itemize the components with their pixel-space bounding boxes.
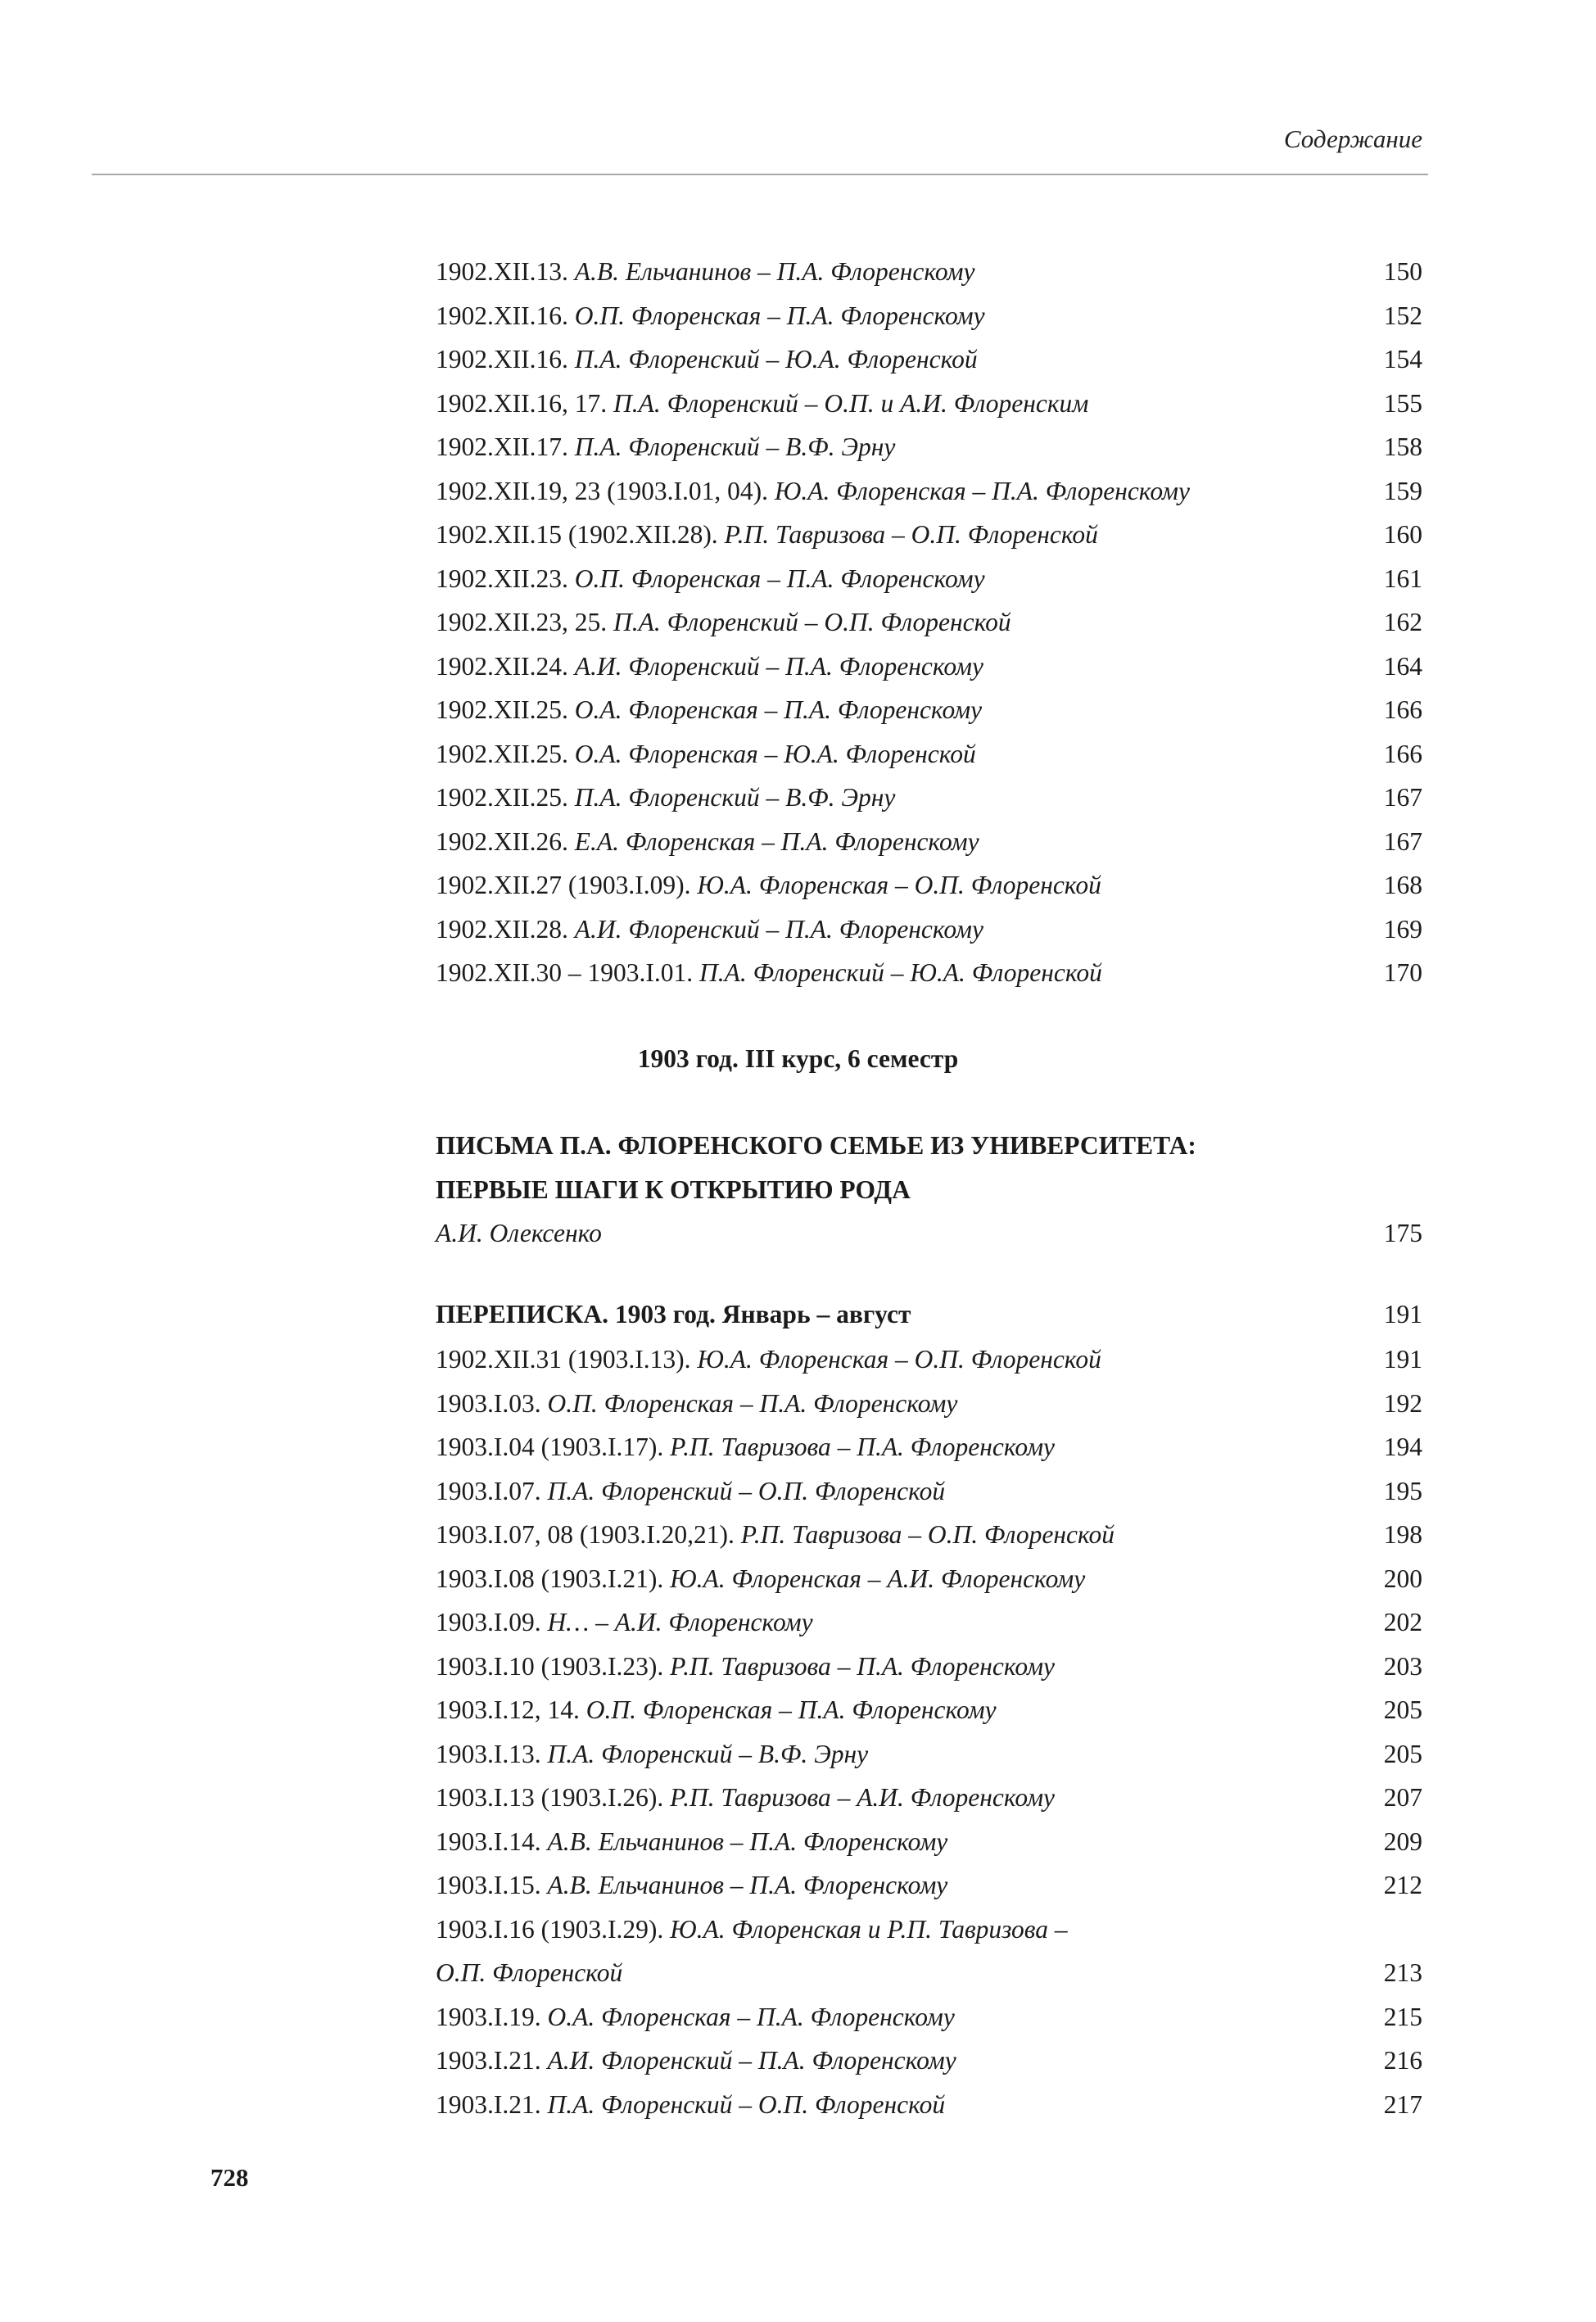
toc-entry: [436, 908, 1422, 952]
toc-entry-date: 1903.I.14.: [436, 1826, 548, 1856]
toc-entry-text: [436, 600, 1371, 645]
subsection-row: [436, 1292, 1422, 1337]
toc-entry-date: 1902.XII.26.: [436, 826, 575, 856]
toc-entry-text: [436, 557, 1371, 601]
toc-entry-text: [436, 294, 1371, 338]
toc-entry-text: [436, 776, 1371, 820]
toc-entry-page: 213: [1383, 1958, 1422, 1987]
toc-entry-text: [436, 1688, 1371, 1732]
toc-entry-page: 202: [1383, 1608, 1422, 1636]
toc-entry-page: 200: [1383, 1564, 1422, 1593]
toc-entry-page: 191: [1383, 1345, 1422, 1374]
toc-entry-names: О.П. Флоренская – П.А. Флоренскому: [586, 1695, 997, 1724]
toc-entry-names: Р.П. Тавризова – О.П. Флоренской: [740, 1520, 1115, 1549]
toc-entry-text: [436, 1600, 1371, 1645]
toc-entry: [436, 1908, 1422, 1952]
toc-entry-date: 1902.XII.25.: [436, 695, 575, 724]
toc-entry-page: 160: [1383, 520, 1422, 549]
article-title-line2: ПЕРВЫЕ ШАГИ К ОТКРЫТИЮ РОДА: [436, 1175, 911, 1204]
toc-entry-names: П.А. Флоренский – О.П. Флоренской: [547, 2089, 946, 2119]
toc-entry-date: 1902.XII.17.: [436, 432, 575, 461]
toc-entry-text: [436, 863, 1371, 908]
toc-entry-date: 1902.XII.25.: [436, 783, 575, 812]
toc-entry-names: А.В. Ельчанинов – П.А. Флоренскому: [574, 257, 975, 286]
section-heading: 1903 год. III курс, 6 семестр: [637, 1044, 959, 1073]
toc-entry-text: [436, 1908, 1409, 1952]
toc-entry-date: 1903.I.09.: [436, 1608, 548, 1636]
toc-entry-page: 155: [1383, 388, 1422, 418]
toc-entry-names: П.А. Флоренский – О.П. и А.И. Флоренским: [613, 388, 1089, 418]
toc-entry-text: [436, 1820, 1371, 1864]
toc-entry: [436, 1820, 1422, 1864]
toc-entry-names: П.А. Флоренский – В.Ф. Эрну: [547, 1739, 869, 1768]
toc-entry-names: О.А. Флоренская – Ю.А. Флоренской: [574, 739, 976, 768]
toc-entry-text: [436, 1776, 1371, 1820]
subsection-page: 191: [1383, 1300, 1422, 1328]
toc-entry-names: П.А. Флоренский – О.П. Флоренской: [547, 1476, 946, 1505]
toc-entry: [436, 1645, 1422, 1689]
toc-entry: [436, 1732, 1422, 1777]
toc-entry: [436, 250, 1422, 294]
toc-entry-page: 168: [1383, 871, 1422, 899]
toc-entry-page: 170: [1383, 958, 1422, 987]
toc-entry-date: 1902.XII.23.: [436, 564, 575, 593]
toc-entry: [436, 1776, 1422, 1820]
toc-entry-date: 1902.XII.25.: [436, 739, 575, 768]
toc-entry-date: 1903.I.21.: [436, 2046, 548, 2075]
toc-entry-names: Р.П. Тавризова – О.П. Флоренской: [724, 520, 1098, 549]
toc-entry-date: 1903.I.10 (1903.I.23).: [436, 1651, 671, 1681]
toc-entry-text: [436, 1951, 1371, 1995]
toc-entry-names: О.П. Флоренская – П.А. Флоренскому: [547, 1388, 958, 1418]
toc-entry: [436, 382, 1422, 426]
toc-entry-date: 1902.XII.24.: [436, 651, 575, 681]
toc-entry-page: 162: [1383, 608, 1422, 636]
toc-entry-date: 1903.I.07, 08 (1903.I.20,21).: [436, 1520, 741, 1549]
toc-entry-text: [436, 820, 1371, 864]
toc-entry-date: 1902.XII.16, 17.: [436, 388, 613, 418]
toc-entry-date: 1903.I.21.: [436, 2089, 548, 2119]
toc-entry-text: [436, 908, 1371, 952]
toc-entry-text: [436, 513, 1371, 557]
toc-entry-page: 203: [1383, 1651, 1422, 1681]
toc-list-1: [436, 250, 1422, 995]
toc-entry-page: 198: [1383, 1520, 1422, 1549]
toc-entry-page: 150: [1383, 257, 1422, 286]
toc-entry: [436, 1995, 1422, 2039]
toc-entry-date: 1902.XII.23, 25.: [436, 608, 613, 636]
toc-entry-text: [436, 1513, 1371, 1557]
toc-entry-names: П.А. Флоренский – Ю.А. Флоренской: [574, 345, 978, 373]
toc-entry-text: [436, 1425, 1371, 1469]
toc-entry-page: 216: [1383, 2046, 1422, 2075]
toc-entry-names: Р.П. Тавризова – А.И. Флоренскому: [670, 1783, 1056, 1812]
toc-entry-page: 209: [1383, 1826, 1422, 1856]
toc-entry-text: [436, 732, 1371, 776]
header-rule: [92, 174, 1428, 175]
toc-entry-page: 205: [1383, 1739, 1422, 1768]
toc-entry: [436, 1951, 1422, 1995]
toc-entry-page: 194: [1383, 1433, 1422, 1461]
toc-entry: [436, 425, 1422, 469]
toc-entry: [436, 1600, 1422, 1645]
toc-entry-page: 169: [1383, 914, 1422, 944]
toc-entry-page: 164: [1383, 651, 1422, 681]
toc-entry-names: Ю.А. Флоренская и Р.П. Тавризова –: [670, 1914, 1068, 1944]
toc-entry-names: П.А. Флоренский – В.Ф. Эрну: [574, 432, 896, 461]
toc-entry-date: 1902.XII.30 – 1903.I.01.: [436, 958, 699, 987]
toc-entry-text: [436, 1995, 1371, 2039]
toc-entry-names: О.П. Флоренская – П.А. Флоренскому: [574, 301, 985, 330]
article-block: [436, 1124, 1422, 1256]
toc-entry-text: [436, 337, 1371, 382]
toc-entry-page: 167: [1383, 783, 1422, 812]
toc-entry-page: 152: [1383, 301, 1422, 330]
toc-entry-names: П.А. Флоренский – В.Ф. Эрну: [574, 783, 896, 812]
toc-entry-date: 1903.I.07.: [436, 1476, 548, 1505]
toc-entry-names: А.В. Ельчанинов – П.А. Флоренскому: [547, 1871, 948, 1899]
toc-entry-page: 212: [1383, 1871, 1422, 1899]
toc-entry-date: 1903.I.19.: [436, 2002, 548, 2031]
toc-entry-page: 159: [1383, 476, 1422, 505]
toc-entry: [436, 294, 1422, 338]
toc-entry-date: 1903.I.12, 14.: [436, 1695, 586, 1724]
toc-entry: [436, 1557, 1422, 1601]
toc-entry: [436, 337, 1422, 382]
toc-entry: [436, 600, 1422, 645]
toc-entry: [436, 732, 1422, 776]
toc-entry-text: [436, 469, 1371, 514]
toc-entry: [436, 1688, 1422, 1732]
toc-entry-page: 166: [1383, 739, 1422, 768]
toc-entry-text: [436, 951, 1371, 995]
toc-entry-text: [436, 645, 1371, 689]
toc-entry-page: 158: [1383, 432, 1422, 461]
toc-entry-names: Ю.А. Флоренская – П.А. Флоренскому: [774, 476, 1190, 505]
toc-entry-date: 1903.I.15.: [436, 1871, 548, 1899]
toc-list-2: [436, 1338, 1422, 2126]
toc-entry-names: Ю.А. Флоренская – О.П. Флоренской: [697, 871, 1101, 899]
toc-entry-text: [436, 1338, 1371, 1382]
toc-entry: [436, 1469, 1422, 1514]
toc-entry-text: [436, 688, 1371, 732]
toc-entry-text: [436, 1557, 1371, 1601]
toc-entry: [436, 1382, 1422, 1426]
toc-entry: [436, 469, 1422, 514]
toc-entry-text: [436, 2039, 1371, 2083]
toc-entry-page: 205: [1383, 1695, 1422, 1724]
toc-entry-text: [436, 1382, 1371, 1426]
toc-entry: [436, 513, 1422, 557]
toc-entry-date: 1903.I.16 (1903.I.29).: [436, 1914, 671, 1944]
toc-entry: [436, 1513, 1422, 1557]
toc-entry-page: 192: [1383, 1388, 1422, 1418]
toc-entry-text: [436, 1732, 1371, 1777]
toc-entry-date: 1902.XII.15 (1902.XII.28).: [436, 520, 725, 549]
toc-entry-names: Р.П. Тавризова – П.А. Флоренскому: [670, 1433, 1056, 1461]
toc-entry-text: [436, 1863, 1371, 1908]
toc-entry-page: 215: [1383, 2002, 1422, 2031]
toc-entry-date: 1902.XII.16.: [436, 301, 575, 330]
toc-entry-names: О.А. Флоренская – П.А. Флоренскому: [547, 2002, 955, 2031]
toc-entry-text: [436, 250, 1371, 294]
toc-entry-page: 217: [1383, 2089, 1422, 2119]
toc-entry: [436, 1425, 1422, 1469]
toc-entry-text: [436, 1469, 1371, 1514]
toc-entry-names: Ю.А. Флоренская – А.И. Флоренскому: [670, 1564, 1086, 1593]
toc-entry-names: О.П. Флоренская – П.А. Флоренскому: [574, 564, 985, 593]
toc-entry-date: 1903.I.13.: [436, 1739, 548, 1768]
toc-entry-names: Ю.А. Флоренская – О.П. Флоренской: [697, 1345, 1101, 1374]
toc-entry-date: 1903.I.04 (1903.I.17).: [436, 1433, 671, 1461]
toc-entry-date: 1902.XII.27 (1903.I.09).: [436, 871, 698, 899]
subsection-title: ПЕРЕПИСКА. 1903 год. Январь – август: [436, 1300, 911, 1328]
toc-entry-date: 1902.XII.28.: [436, 914, 575, 944]
toc-entry-page: 195: [1383, 1476, 1422, 1505]
toc-entry: [436, 1863, 1422, 1908]
toc-entry-date: 1903.I.13 (1903.I.26).: [436, 1783, 671, 1812]
toc-entry-date: 1902.XII.31 (1903.I.13).: [436, 1345, 698, 1374]
article-page: 175: [1383, 1219, 1422, 1247]
toc-entry-names: Р.П. Тавризова – П.А. Флоренскому: [670, 1651, 1056, 1681]
toc-entry: [436, 776, 1422, 820]
toc-entry-names: О.П. Флоренской: [436, 1958, 623, 1987]
toc-entry-date: 1902.XII.16.: [436, 345, 575, 373]
toc-entry-names: А.И. Флоренский – П.А. Флоренскому: [547, 2046, 956, 2075]
toc-entry-page: 167: [1383, 826, 1422, 856]
toc-entry-names: А.И. Флоренский – П.А. Флоренскому: [574, 651, 983, 681]
toc-entry: [436, 951, 1422, 995]
toc-entry-date: 1903.I.03.: [436, 1388, 548, 1418]
toc-entry-page: 207: [1383, 1783, 1422, 1812]
toc-entry-names: П.А. Флоренский – О.П. Флоренской: [613, 608, 1011, 636]
toc-entry-page: 161: [1383, 564, 1422, 593]
toc-entry-page: 154: [1383, 345, 1422, 373]
article-author: А.И. Олексенко: [436, 1219, 602, 1247]
toc-entry: [436, 820, 1422, 864]
toc-entry-names: А.И. Флоренский – П.А. Флоренскому: [574, 914, 983, 944]
toc-entry: [436, 688, 1422, 732]
toc-entry: [436, 2039, 1422, 2083]
toc-entry-names: О.А. Флоренская – П.А. Флоренскому: [574, 695, 983, 724]
toc-entry: [436, 557, 1422, 601]
toc-entry-date: 1903.I.08 (1903.I.21).: [436, 1564, 671, 1593]
toc-entry-text: [436, 382, 1371, 426]
toc-entry-names: Н… – А.И. Флоренскому: [547, 1608, 813, 1636]
article-title-line1: ПИСЬМА П.А. ФЛОРЕНСКОГО СЕМЬЕ ИЗ УНИВЕРСИТЕТА:: [436, 1131, 1196, 1160]
page-header-title: Содержание: [1283, 124, 1422, 153]
toc-entry-page: 166: [1383, 695, 1422, 724]
toc-entry-names: П.А. Флоренский – Ю.А. Флоренской: [699, 958, 1102, 987]
toc-entry: [436, 1338, 1422, 1382]
article-author-row: [436, 1211, 1422, 1256]
toc-entry: [436, 863, 1422, 908]
toc-entry-text: [436, 2083, 1371, 2127]
toc-entry-date: 1902.XII.19, 23 (1903.I.01, 04).: [436, 476, 775, 505]
toc-entry-names: А.В. Ельчанинов – П.А. Флоренскому: [547, 1826, 948, 1856]
toc-entry-text: [436, 425, 1371, 469]
toc-entry-names: Е.А. Флоренская – П.А. Флоренскому: [574, 826, 979, 856]
footer-page-number: 728: [210, 2163, 249, 2192]
toc-entry-date: 1902.XII.13.: [436, 257, 575, 286]
toc-entry: [436, 2083, 1422, 2127]
toc-entry: [436, 645, 1422, 689]
subsection-block: [436, 1292, 1422, 1337]
toc-entry-text: [436, 1645, 1371, 1689]
